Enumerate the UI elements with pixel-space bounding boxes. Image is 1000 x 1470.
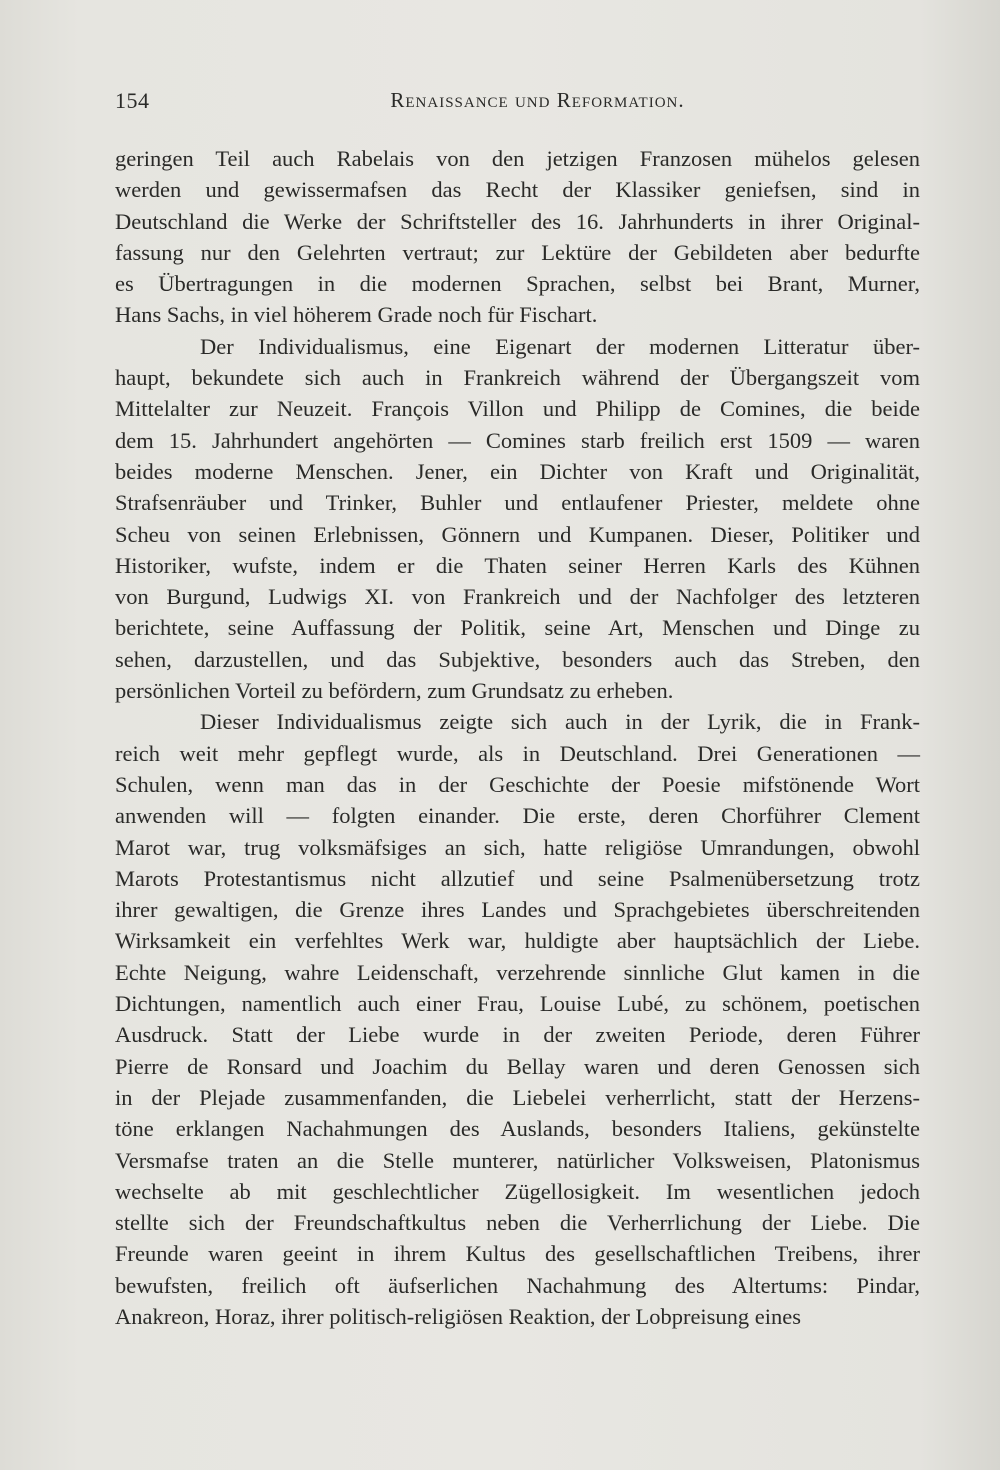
text-line: Pierre de Ronsard und Joachim du Bellay waren und deren Genossen sich	[115, 1053, 920, 1079]
page-header	[115, 88, 920, 118]
text-line: bewufsten, freilich oft äufserlichen Nachahmung des Altertums: Pindar,	[115, 1272, 920, 1298]
text-line: beides moderne Menschen. Jener, ein Dichter von Kraft und Originalität,	[115, 458, 920, 484]
text-line: geringen Teil auch Rabelais von den jetzigen Franzosen mühelos gelesen	[115, 146, 920, 171]
text-line: Freunde waren geeint in ihrem Kultus des gesellschaftlichen Treibens, ihrer	[115, 1241, 920, 1267]
paragraph	[115, 706, 920, 1332]
text-line: Hans Sachs, in viel höherem Grade noch für Fischart.	[115, 302, 598, 328]
text-line: reich weit mehr gepflegt wurde, als in Deutschland. Drei Generationen —	[115, 740, 920, 766]
paragraph	[115, 331, 920, 707]
text-line: von Burgund, Ludwigs XI. von Frankreich und der Nachfolger des letzteren	[115, 584, 920, 610]
text-line: Marots Protestantismus nicht allzutief und seine Psalmenübersetzung trotz	[115, 865, 920, 891]
text-line: Ausdruck. Statt der Liebe wurde in der zweiten Periode, deren Führer	[115, 1022, 920, 1048]
body-text	[115, 143, 920, 1332]
text-line: in der Plejade zusammenfanden, die Liebelei verherrlicht, statt der Herzens-	[115, 1084, 920, 1110]
text-line: haupt, bekundete sich auch in Frankreich während der Übergangszeit vom	[115, 365, 920, 391]
text-line: Anakreon, Horaz, ihrer politisch-religiösen Reaktion, der Lobpreisung eines	[115, 1303, 802, 1329]
running-title: Renaissance und Reformation.	[390, 88, 685, 112]
text-line: Historiker, wufste, indem er die Thaten seiner Herren Karls des Kühnen	[115, 552, 920, 578]
text-line: Schulen, wenn man das in der Geschichte der Poesie mifstönende Wort	[115, 771, 920, 797]
text-line: stellte sich der Freundschaftkultus neben die Verherrlichung der Liebe. Die	[115, 1210, 920, 1236]
text-line: Wirksamkeit ein verfehltes Werk war, huldigte aber hauptsächlich der Liebe.	[115, 928, 920, 954]
text-line: berichtete, seine Auffassung der Politik, seine Art, Menschen und Dinge zu	[115, 615, 920, 641]
text-line: es Übertragungen in die modernen Sprachen, selbst bei Brant, Murner,	[115, 271, 920, 297]
text-line: wechselte ab mit geschlechtlicher Zügellosigkeit. Im wesentlichen jedoch	[115, 1178, 920, 1204]
page-number: 154	[115, 88, 150, 113]
text-line: Marot war, trug volksmäfsiges an sich, hatte religiöse Umrandungen, obwohl	[115, 834, 920, 860]
text-line: Echte Neigung, wahre Leidenschaft, verzehrende sinnliche Glut kamen in die	[115, 959, 920, 985]
text-line: töne erklangen Nachahmungen des Auslands, besonders Italiens, gekünstelte	[115, 1116, 920, 1142]
text-line: Strafsenräuber und Trinker, Buhler und entlaufener Priester, meldete ohne	[115, 490, 920, 516]
text-line: Mittelalter zur Neuzeit. François Villon und Philipp de Comines, die beide	[115, 396, 920, 422]
text-line: werden und gewissermafsen das Recht der Klassiker geniefsen, sind in	[115, 177, 920, 203]
text-line: Scheu von seinen Erlebnissen, Gönnern und Kumpanen. Dieser, Politiker und	[115, 521, 920, 547]
text-line: persönlichen Vorteil zu befördern, zum Grundsatz zu erheben.	[115, 678, 674, 704]
text-line: Deutschland die Werke der Schriftsteller des 16. Jahrhunderts in ihrer Original-	[115, 208, 920, 234]
text-line: Dichtungen, namentlich auch einer Frau, Louise Lubé, zu schönem, poetischen	[115, 991, 920, 1017]
text-line: anwenden will — folgten einander. Die erste, deren Chorführer Clement	[115, 803, 920, 829]
text-line: dem 15. Jahrhundert angehörten — Comines starb freilich erst 1509 — waren	[115, 427, 920, 453]
text-line: Dieser Individualismus zeigte sich auch in der Lyrik, die in Frank-	[200, 709, 920, 735]
text-line: Versmafse traten an die Stelle munterer, natürlicher Volksweisen, Platonismus	[115, 1147, 920, 1173]
text-line: sehen, darzustellen, und das Subjektive, besonders auch das Streben, den	[115, 646, 920, 672]
paragraph	[115, 143, 920, 331]
text-line: fassung nur den Gelehrten vertraut; zur Lektüre der Gebildeten aber bedurfte	[115, 239, 920, 265]
text-line: ihrer gewaltigen, die Grenze ihres Landes und Sprachgebietes überschreitenden	[115, 897, 920, 923]
text-line: Der Individualismus, eine Eigenart der modernen Litteratur über-	[200, 333, 920, 359]
